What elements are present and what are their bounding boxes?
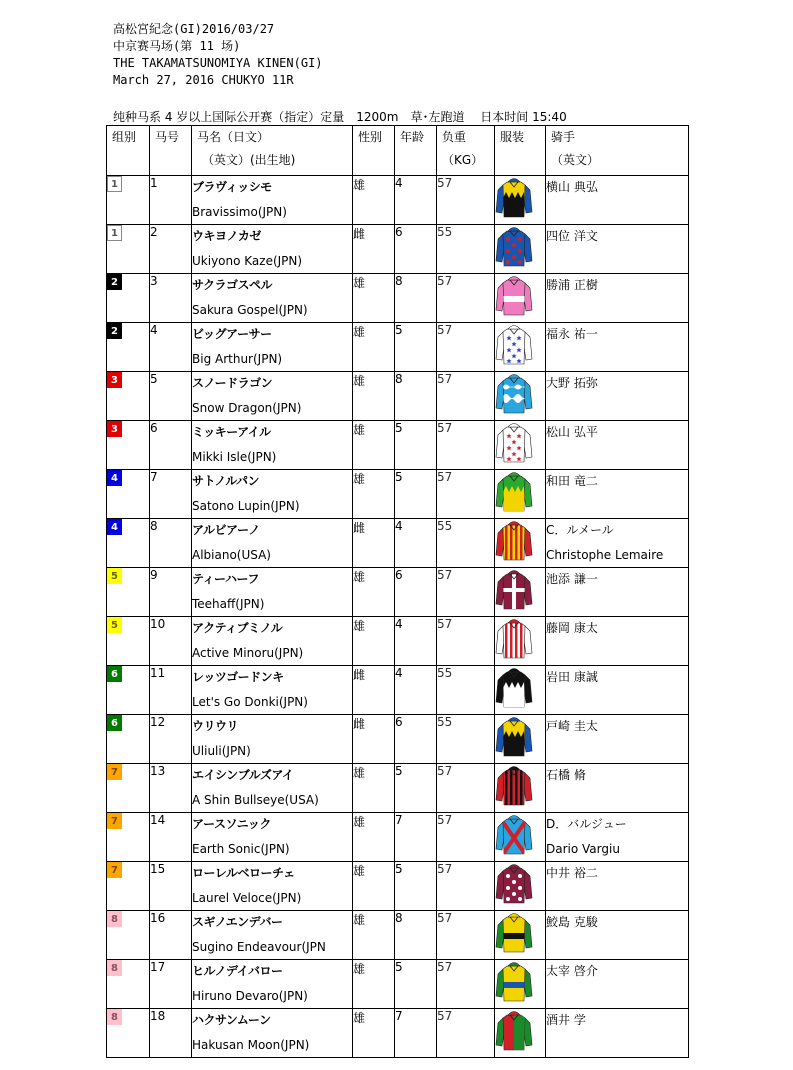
horse-name-jp: スギノエンデバー xyxy=(192,915,283,929)
gate-badge: 2 xyxy=(107,323,122,339)
gate-cell xyxy=(107,715,150,764)
horse-name-cell xyxy=(192,274,353,323)
gate-cell xyxy=(107,666,150,715)
gate-cell xyxy=(107,176,150,225)
carried-weight: 57 xyxy=(437,176,495,225)
carried-weight: 55 xyxy=(437,519,495,568)
silks-cell xyxy=(495,666,546,715)
jockey-cell xyxy=(546,960,689,1009)
jockey-name-en xyxy=(546,690,688,714)
jockey-name-jp: 池添 謙一 xyxy=(546,572,598,586)
horse-sex: 雄 xyxy=(353,617,395,666)
jockey-name-en: Dario Vargiu xyxy=(546,842,620,856)
table-row xyxy=(107,470,689,519)
jockey-silks-icon xyxy=(495,911,533,953)
table-header-row xyxy=(107,126,689,176)
gate-badge: 1 xyxy=(107,176,122,192)
jockey-name-en xyxy=(546,494,688,518)
jockey-silks-icon xyxy=(495,568,533,610)
horse-sex: 雌 xyxy=(353,519,395,568)
jockey-cell xyxy=(546,225,689,274)
horse-sex: 雄 xyxy=(353,323,395,372)
jockey-name-jp: 松山 弘平 xyxy=(546,425,598,439)
horse-age: 5 xyxy=(395,421,437,470)
gate-cell xyxy=(107,568,150,617)
carried-weight: 57 xyxy=(437,813,495,862)
jockey-silks-icon xyxy=(495,666,533,708)
carried-weight: 57 xyxy=(437,274,495,323)
silks-cell xyxy=(495,764,546,813)
silks-cell xyxy=(495,372,546,421)
jockey-name-en xyxy=(546,249,688,273)
jockey-name-en xyxy=(546,200,688,224)
table-row xyxy=(107,274,689,323)
gate-badge: 7 xyxy=(107,862,122,878)
carried-weight: 57 xyxy=(437,1009,495,1058)
horse-name-cell xyxy=(192,862,353,911)
horse-name-en: Earth Sonic(JPN) xyxy=(192,842,290,856)
gate-badge: 8 xyxy=(107,960,122,976)
horse-age: 7 xyxy=(395,1009,437,1058)
carried-weight: 55 xyxy=(437,666,495,715)
silks-cell xyxy=(495,1009,546,1058)
gate-cell xyxy=(107,274,150,323)
gate-badge: 6 xyxy=(107,715,122,731)
horse-name-en: Mikki Isle(JPN) xyxy=(192,450,277,464)
gate-cell xyxy=(107,911,150,960)
jockey-cell xyxy=(546,470,689,519)
jockey-name-jp: 福永 祐一 xyxy=(546,327,598,341)
gate-badge: 3 xyxy=(107,421,122,437)
col-header-weight: 负重 （KG） xyxy=(437,126,495,176)
horse-name-jp: ミッキーアイル xyxy=(192,425,271,439)
gate-badge: 8 xyxy=(107,911,122,927)
table-row xyxy=(107,421,689,470)
jockey-silks-icon xyxy=(495,715,533,757)
table-row xyxy=(107,323,689,372)
horse-sex: 雄 xyxy=(353,764,395,813)
jockey-silks-icon xyxy=(495,862,533,904)
jockey-name-en xyxy=(546,1033,688,1057)
col-header-jockey: 骑手 （英文） xyxy=(546,126,689,176)
horse-number: 9 xyxy=(150,568,192,617)
jockey-silks-icon xyxy=(495,764,533,806)
horse-name-jp: アクティブミノル xyxy=(192,621,283,635)
gate-cell xyxy=(107,372,150,421)
horse-name-en: Albiano(USA) xyxy=(192,548,271,562)
horse-name-jp: ウキヨノカゼ xyxy=(192,229,261,243)
horse-name-en: Uliuli(JPN) xyxy=(192,744,251,758)
horse-name-cell xyxy=(192,813,353,862)
jockey-name-en xyxy=(546,886,688,910)
jockey-cell xyxy=(546,862,689,911)
gate-cell xyxy=(107,470,150,519)
jockey-cell xyxy=(546,176,689,225)
gate-cell xyxy=(107,862,150,911)
gate-badge: 3 xyxy=(107,372,122,388)
silks-cell xyxy=(495,274,546,323)
horse-name-en: Big Arthur(JPN) xyxy=(192,352,283,366)
silks-cell xyxy=(495,519,546,568)
gate-cell xyxy=(107,813,150,862)
horse-age: 7 xyxy=(395,813,437,862)
horse-age: 8 xyxy=(395,911,437,960)
horse-age: 6 xyxy=(395,568,437,617)
horse-name-cell xyxy=(192,372,353,421)
jockey-silks-icon xyxy=(495,470,533,512)
carried-weight: 57 xyxy=(437,568,495,617)
gate-cell xyxy=(107,764,150,813)
horse-number: 2 xyxy=(150,225,192,274)
jockey-name-jp: 和田 竜二 xyxy=(546,474,598,488)
horse-number: 4 xyxy=(150,323,192,372)
gate-badge: 8 xyxy=(107,1009,122,1025)
silks-cell xyxy=(495,323,546,372)
gate-badge: 4 xyxy=(107,470,122,486)
col-header-number: 马号 xyxy=(150,126,192,176)
horse-name-cell xyxy=(192,470,353,519)
horse-name-jp: サクラゴスペル xyxy=(192,278,273,292)
gate-cell xyxy=(107,1009,150,1058)
horse-name-jp: スノードラゴン xyxy=(192,376,273,390)
jockey-cell xyxy=(546,911,689,960)
horse-name-cell xyxy=(192,666,353,715)
horse-name-en: Let's Go Donki(JPN) xyxy=(192,695,308,709)
horse-number: 7 xyxy=(150,470,192,519)
horse-name-cell xyxy=(192,421,353,470)
jockey-name-en xyxy=(546,396,688,420)
horse-sex: 雌 xyxy=(353,715,395,764)
horse-number: 14 xyxy=(150,813,192,862)
horse-name-jp: ハクサンムーン xyxy=(192,1013,271,1027)
horse-age: 4 xyxy=(395,666,437,715)
col-header-silks: 服装 xyxy=(495,126,546,176)
horse-age: 5 xyxy=(395,764,437,813)
jockey-name-en: Christophe Lemaire xyxy=(546,548,664,562)
jockey-name-en xyxy=(546,788,688,812)
jockey-name-jp: 太宰 啓介 xyxy=(546,964,598,978)
table-row xyxy=(107,372,689,421)
horse-name-jp: ブラヴィッシモ xyxy=(192,180,272,194)
jockey-name-jp: 酒井 学 xyxy=(546,1013,586,1027)
horse-name-en: Satono Lupin(JPN) xyxy=(192,499,300,513)
gate-badge: 2 xyxy=(107,274,122,290)
jockey-cell xyxy=(546,617,689,666)
silks-cell xyxy=(495,176,546,225)
horse-number: 15 xyxy=(150,862,192,911)
carried-weight: 57 xyxy=(437,862,495,911)
gate-cell xyxy=(107,519,150,568)
horse-name-jp: サトノルパン xyxy=(192,474,259,488)
carried-weight: 57 xyxy=(437,764,495,813)
carried-weight: 55 xyxy=(437,715,495,764)
col-header-sex: 性别 xyxy=(353,126,395,176)
jockey-name-en xyxy=(546,641,688,665)
silks-cell xyxy=(495,715,546,764)
horse-sex: 雄 xyxy=(353,176,395,225)
jockey-name-jp: 鮫島 克駿 xyxy=(546,915,598,929)
horse-name-jp: ウリウリ xyxy=(192,719,239,733)
horse-sex: 雌 xyxy=(353,666,395,715)
gate-badge: 7 xyxy=(107,764,122,780)
horse-age: 5 xyxy=(395,862,437,911)
table-row xyxy=(107,666,689,715)
jockey-name-jp: 石橋 脩 xyxy=(546,768,586,782)
jockey-name-jp: 中井 裕二 xyxy=(546,866,598,880)
jockey-silks-icon xyxy=(495,225,533,267)
carried-weight: 57 xyxy=(437,960,495,1009)
race-header xyxy=(113,21,323,89)
horse-name-jp: ビッグアーサー xyxy=(192,327,272,341)
horse-name-cell xyxy=(192,1009,353,1058)
horse-name-jp: ローレルベローチェ xyxy=(192,866,295,880)
jockey-cell xyxy=(546,1009,689,1058)
table-row xyxy=(107,617,689,666)
table-row xyxy=(107,225,689,274)
gate-badge: 7 xyxy=(107,813,122,829)
gate-badge: 5 xyxy=(107,568,122,584)
horse-age: 4 xyxy=(395,617,437,666)
gate-badge: 6 xyxy=(107,666,122,682)
horse-sex: 雄 xyxy=(353,911,395,960)
header-title-cn: 高松宮紀念(GI)2016/03/27 xyxy=(113,22,275,36)
horse-name-en: A Shin Bullseye(USA) xyxy=(192,793,319,807)
jockey-name-jp: 岩田 康誠 xyxy=(546,670,598,684)
horse-name-jp: レッツゴードンキ xyxy=(192,670,284,684)
horse-name-cell xyxy=(192,568,353,617)
jockey-cell xyxy=(546,274,689,323)
jockey-name-jp: 大野 拓弥 xyxy=(546,376,598,390)
horse-age: 8 xyxy=(395,372,437,421)
jockey-cell xyxy=(546,568,689,617)
horse-age: 5 xyxy=(395,470,437,519)
carried-weight: 57 xyxy=(437,617,495,666)
horse-sex: 雄 xyxy=(353,568,395,617)
horse-age: 6 xyxy=(395,715,437,764)
horse-sex: 雄 xyxy=(353,1009,395,1058)
silks-cell xyxy=(495,617,546,666)
horse-sex: 雄 xyxy=(353,372,395,421)
jockey-silks-icon xyxy=(495,323,533,365)
horse-name-en: Snow Dragon(JPN) xyxy=(192,401,302,415)
gate-cell xyxy=(107,960,150,1009)
silks-cell xyxy=(495,911,546,960)
jockey-cell xyxy=(546,372,689,421)
horse-name-jp: エイシンブルズアイ xyxy=(192,768,294,782)
jockey-cell xyxy=(546,764,689,813)
horse-name-cell xyxy=(192,176,353,225)
horse-name-cell xyxy=(192,323,353,372)
gate-badge: 1 xyxy=(107,225,122,241)
jockey-name-jp: 戸崎 圭太 xyxy=(546,719,598,733)
col-header-name: 马名（日文） （英文）(出生地) xyxy=(192,126,353,176)
horse-name-en: Hakusan Moon(JPN) xyxy=(192,1038,310,1052)
table-row xyxy=(107,813,689,862)
horse-age: 8 xyxy=(395,274,437,323)
horse-name-cell xyxy=(192,225,353,274)
horse-name-en: Bravissimo(JPN) xyxy=(192,205,287,219)
horse-age: 6 xyxy=(395,225,437,274)
jockey-name-jp: 藤岡 康太 xyxy=(546,621,598,635)
gate-cell xyxy=(107,421,150,470)
horse-name-jp: アルビアーノ xyxy=(192,523,260,537)
jockey-name-en xyxy=(546,445,688,469)
horse-number: 3 xyxy=(150,274,192,323)
horse-name-cell xyxy=(192,715,353,764)
col-header-age: 年龄 xyxy=(395,126,437,176)
silks-cell xyxy=(495,568,546,617)
jockey-name-en xyxy=(546,592,688,616)
horse-name-en: Sugino Endeavour(JPN xyxy=(192,940,326,954)
horse-name-en: Active Minoru(JPN) xyxy=(192,646,304,660)
jockey-silks-icon xyxy=(495,274,533,316)
jockey-name-jp: C．ルメール xyxy=(546,523,614,537)
jockey-name-en xyxy=(546,935,688,959)
silks-cell xyxy=(495,862,546,911)
horse-age: 4 xyxy=(395,176,437,225)
jockey-name-en xyxy=(546,739,688,763)
jockey-silks-icon xyxy=(495,372,533,414)
table-row xyxy=(107,176,689,225)
gate-cell xyxy=(107,323,150,372)
header-date-en: March 27, 2016 CHUKYO 11R xyxy=(113,73,294,87)
silks-cell xyxy=(495,470,546,519)
horse-sex: 雄 xyxy=(353,274,395,323)
jockey-cell xyxy=(546,421,689,470)
race-conditions: 纯种马系 4 岁以上国际公开赛（指定）定量 1200m 草･左跑道 日本时间 15:40 xyxy=(113,110,567,124)
horse-number: 8 xyxy=(150,519,192,568)
table-row xyxy=(107,715,689,764)
table-row xyxy=(107,519,689,568)
carried-weight: 57 xyxy=(437,911,495,960)
jockey-cell xyxy=(546,666,689,715)
carried-weight: 57 xyxy=(437,421,495,470)
table-row xyxy=(107,568,689,617)
jockey-silks-icon xyxy=(495,421,533,463)
jockey-name-jp: D．バルジュー xyxy=(546,817,627,831)
horse-sex: 雄 xyxy=(353,862,395,911)
horse-sex: 雄 xyxy=(353,960,395,1009)
horse-number: 16 xyxy=(150,911,192,960)
jockey-cell xyxy=(546,715,689,764)
jockey-cell xyxy=(546,519,689,568)
horse-name-cell xyxy=(192,911,353,960)
horse-age: 5 xyxy=(395,960,437,1009)
runners-table xyxy=(106,125,689,1058)
horse-name-cell xyxy=(192,617,353,666)
gate-badge: 4 xyxy=(107,519,122,535)
table-row xyxy=(107,960,689,1009)
horse-number: 18 xyxy=(150,1009,192,1058)
horse-number: 13 xyxy=(150,764,192,813)
horse-number: 11 xyxy=(150,666,192,715)
horse-number: 1 xyxy=(150,176,192,225)
horse-name-jp: ティーハーフ xyxy=(192,572,259,586)
jockey-silks-icon xyxy=(495,519,533,561)
horse-name-cell xyxy=(192,519,353,568)
horse-number: 5 xyxy=(150,372,192,421)
jockey-cell xyxy=(546,323,689,372)
horse-name-en: Laurel Veloce(JPN) xyxy=(192,891,302,905)
jockey-name-en xyxy=(546,347,688,371)
jockey-name-en xyxy=(546,298,688,322)
jockey-name-jp: 横山 典弘 xyxy=(546,180,598,194)
jockey-name-jp: 勝浦 正樹 xyxy=(546,278,598,292)
horse-sex: 雄 xyxy=(353,470,395,519)
header-title-en: THE TAKAMATSUNOMIYA KINEN(GI) xyxy=(113,56,323,70)
horse-number: 17 xyxy=(150,960,192,1009)
horse-age: 4 xyxy=(395,519,437,568)
jockey-cell xyxy=(546,813,689,862)
table-row xyxy=(107,862,689,911)
horse-number: 12 xyxy=(150,715,192,764)
horse-age: 5 xyxy=(395,323,437,372)
horse-name-jp: アースソニック xyxy=(192,817,271,831)
jockey-silks-icon xyxy=(495,617,533,659)
table-row xyxy=(107,911,689,960)
jockey-silks-icon xyxy=(495,813,533,855)
horse-name-en: Teehaff(JPN) xyxy=(192,597,265,611)
gate-badge: 5 xyxy=(107,617,122,633)
horse-sex: 雄 xyxy=(353,813,395,862)
horse-name-en: Hiruno Devaro(JPN) xyxy=(192,989,308,1003)
jockey-name-en xyxy=(546,984,688,1008)
horse-name-cell xyxy=(192,960,353,1009)
carried-weight: 57 xyxy=(437,372,495,421)
gate-cell xyxy=(107,225,150,274)
horse-name-en: Ukiyono Kaze(JPN) xyxy=(192,254,303,268)
carried-weight: 55 xyxy=(437,225,495,274)
silks-cell xyxy=(495,960,546,1009)
jockey-silks-icon xyxy=(495,960,533,1002)
jockey-name-jp: 四位 洋文 xyxy=(546,229,598,243)
table-row xyxy=(107,1009,689,1058)
carried-weight: 57 xyxy=(437,323,495,372)
silks-cell xyxy=(495,813,546,862)
horse-name-jp: ヒルノデイバロー xyxy=(192,964,283,978)
silks-cell xyxy=(495,225,546,274)
horse-name-en: Sakura Gospel(JPN) xyxy=(192,303,308,317)
horse-number: 6 xyxy=(150,421,192,470)
gate-cell xyxy=(107,617,150,666)
jockey-silks-icon xyxy=(495,1009,533,1051)
horse-name-cell xyxy=(192,764,353,813)
table-row xyxy=(107,764,689,813)
header-venue-cn: 中京赛马场(第 11 场) xyxy=(113,39,241,53)
horse-sex: 雌 xyxy=(353,225,395,274)
jockey-silks-icon xyxy=(495,176,533,218)
carried-weight: 57 xyxy=(437,470,495,519)
silks-cell xyxy=(495,421,546,470)
horse-sex: 雄 xyxy=(353,421,395,470)
col-header-gate: 组别 xyxy=(107,126,150,176)
horse-number: 10 xyxy=(150,617,192,666)
